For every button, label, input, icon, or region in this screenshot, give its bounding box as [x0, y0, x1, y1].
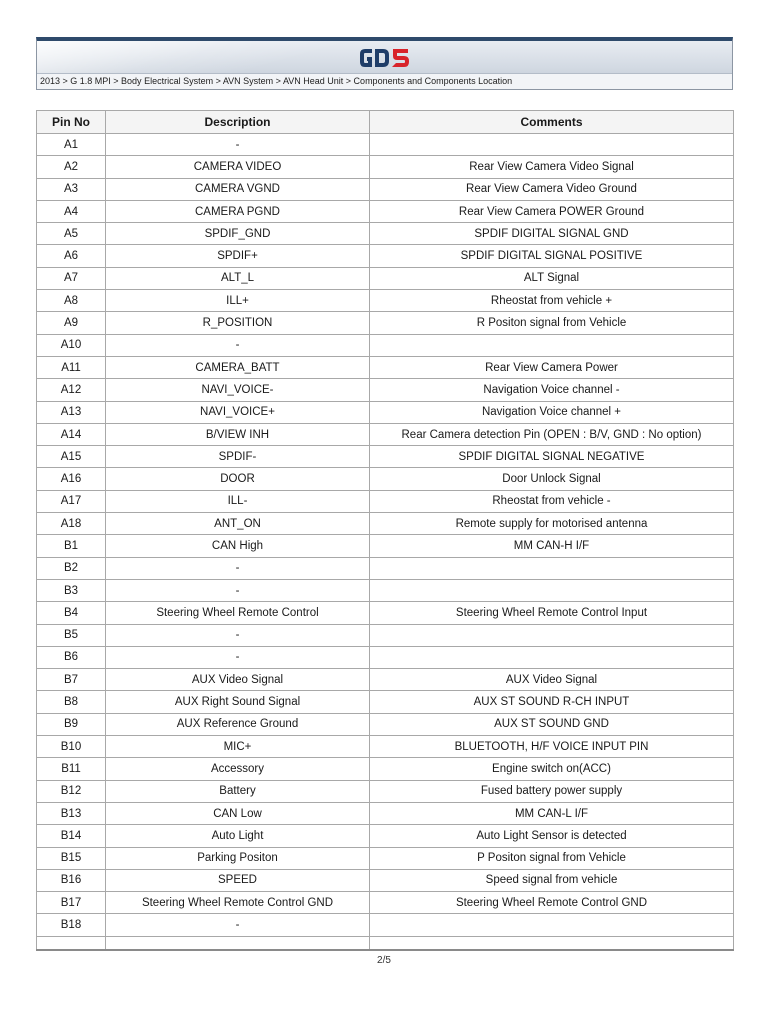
comment-cell: Auto Light Sensor is detected [370, 825, 734, 847]
pin-cell: A8 [37, 290, 106, 312]
gds-header-banner [36, 37, 733, 90]
pin-cell: B18 [37, 914, 106, 936]
table-row [37, 535, 734, 557]
table-row [37, 557, 734, 579]
table-row [37, 267, 734, 289]
pin-cell: B5 [37, 624, 106, 646]
description-cell: - [106, 624, 370, 646]
comment-cell: Rear View Camera Video Signal [370, 156, 734, 178]
table-row [37, 513, 734, 535]
description-cell: - [106, 334, 370, 356]
description-cell: AUX Video Signal [106, 669, 370, 691]
table-row [37, 825, 734, 847]
description-cell: - [106, 557, 370, 579]
description-cell: SPEED [106, 869, 370, 891]
table-row [37, 223, 734, 245]
comment-cell: AUX ST SOUND GND [370, 713, 734, 735]
description-cell: ALT_L [106, 267, 370, 289]
comment-cell: MM CAN-L I/F [370, 802, 734, 824]
comment-cell [370, 334, 734, 356]
table-row [37, 134, 734, 156]
pin-cell: B1 [37, 535, 106, 557]
empty-cell [106, 936, 370, 950]
description-cell: CAMERA_BATT [106, 356, 370, 378]
description-cell: Steering Wheel Remote Control GND [106, 892, 370, 914]
comment-cell: SPDIF DIGITAL SIGNAL GND [370, 223, 734, 245]
pin-cell: B11 [37, 758, 106, 780]
comment-cell: Steering Wheel Remote Control GND [370, 892, 734, 914]
pin-cell: B4 [37, 602, 106, 624]
pin-cell: A9 [37, 312, 106, 334]
table-row [37, 200, 734, 222]
description-cell: - [106, 134, 370, 156]
comment-cell [370, 134, 734, 156]
description-cell: SPDIF_GND [106, 223, 370, 245]
description-cell: R_POSITION [106, 312, 370, 334]
pin-cell: A16 [37, 468, 106, 490]
table-row [37, 423, 734, 445]
pin-table [36, 110, 734, 951]
comment-cell: AUX ST SOUND R-CH INPUT [370, 691, 734, 713]
description-cell: - [106, 914, 370, 936]
table-row [37, 802, 734, 824]
pin-cell: A15 [37, 446, 106, 468]
table-row [37, 156, 734, 178]
column-header-description: Description [106, 111, 370, 134]
table-row [37, 334, 734, 356]
pin-cell: B10 [37, 736, 106, 758]
table-body [37, 134, 734, 950]
description-cell: Accessory [106, 758, 370, 780]
pin-cell: A10 [37, 334, 106, 356]
description-cell: NAVI_VOICE- [106, 379, 370, 401]
description-cell: ANT_ON [106, 513, 370, 535]
comment-cell: Rear View Camera Video Ground [370, 178, 734, 200]
description-cell: AUX Right Sound Signal [106, 691, 370, 713]
pin-cell: A1 [37, 134, 106, 156]
table-row [37, 579, 734, 601]
description-cell: NAVI_VOICE+ [106, 401, 370, 423]
comment-cell [370, 914, 734, 936]
description-cell: CAMERA PGND [106, 200, 370, 222]
description-cell: ILL+ [106, 290, 370, 312]
comment-cell: R Positon signal from Vehicle [370, 312, 734, 334]
table-row [37, 713, 734, 735]
comment-cell: Remote supply for motorised antenna [370, 513, 734, 535]
table-row [37, 869, 734, 891]
comment-cell: Navigation Voice channel + [370, 401, 734, 423]
comment-cell: SPDIF DIGITAL SIGNAL NEGATIVE [370, 446, 734, 468]
pin-cell: A12 [37, 379, 106, 401]
pin-cell: B7 [37, 669, 106, 691]
table-row [37, 758, 734, 780]
table-row [37, 356, 734, 378]
pin-cell: B14 [37, 825, 106, 847]
pin-cell: A3 [37, 178, 106, 200]
table-row [37, 468, 734, 490]
header-swoosh-decoration [37, 41, 367, 76]
pin-cell: A2 [37, 156, 106, 178]
pin-cell: A7 [37, 267, 106, 289]
pin-cell: B15 [37, 847, 106, 869]
description-cell: ILL- [106, 490, 370, 512]
table-row [37, 401, 734, 423]
pin-cell: A17 [37, 490, 106, 512]
table-row [37, 245, 734, 267]
pin-cell: A11 [37, 356, 106, 378]
description-cell: CAN High [106, 535, 370, 557]
description-cell: CAMERA VGND [106, 178, 370, 200]
comment-cell: Rear View Camera Power [370, 356, 734, 378]
description-cell: DOOR [106, 468, 370, 490]
column-header-pin: Pin No [37, 111, 106, 134]
table-row-empty [37, 936, 734, 950]
pin-cell: B12 [37, 780, 106, 802]
comment-cell: Door Unlock Signal [370, 468, 734, 490]
gds-logo [358, 45, 412, 71]
table-header-row [37, 111, 734, 134]
comment-cell [370, 579, 734, 601]
column-header-comments: Comments [370, 111, 734, 134]
table-row [37, 178, 734, 200]
table-row [37, 669, 734, 691]
comment-cell: P Positon signal from Vehicle [370, 847, 734, 869]
table-row [37, 624, 734, 646]
pin-cell: B2 [37, 557, 106, 579]
pin-cell: A13 [37, 401, 106, 423]
table-row [37, 446, 734, 468]
comment-cell: SPDIF DIGITAL SIGNAL POSITIVE [370, 245, 734, 267]
pin-cell: A4 [37, 200, 106, 222]
description-cell: Battery [106, 780, 370, 802]
description-cell: AUX Reference Ground [106, 713, 370, 735]
pin-cell: B13 [37, 802, 106, 824]
table-row [37, 490, 734, 512]
table-row [37, 847, 734, 869]
comment-cell: MM CAN-H I/F [370, 535, 734, 557]
description-cell: CAMERA VIDEO [106, 156, 370, 178]
empty-cell [370, 936, 734, 950]
comment-cell [370, 557, 734, 579]
comment-cell: Rheostat from vehicle - [370, 490, 734, 512]
table-row [37, 646, 734, 668]
description-cell: CAN Low [106, 802, 370, 824]
pin-cell: B6 [37, 646, 106, 668]
comment-cell: Rear Camera detection Pin (OPEN : B/V, GND : No option) [370, 423, 734, 445]
table-row [37, 914, 734, 936]
pin-cell: A5 [37, 223, 106, 245]
empty-cell [37, 936, 106, 950]
pin-cell: A6 [37, 245, 106, 267]
table-row [37, 312, 734, 334]
description-cell: SPDIF+ [106, 245, 370, 267]
pin-cell: B17 [37, 892, 106, 914]
table-row [37, 892, 734, 914]
comment-cell: ALT Signal [370, 267, 734, 289]
pin-cell: A18 [37, 513, 106, 535]
comment-cell: AUX Video Signal [370, 669, 734, 691]
comment-cell: Rheostat from vehicle + [370, 290, 734, 312]
page-number: 2/5 [377, 955, 391, 966]
comment-cell: Engine switch on(ACC) [370, 758, 734, 780]
comment-cell: Fused battery power supply [370, 780, 734, 802]
table-row [37, 736, 734, 758]
pin-cell: B8 [37, 691, 106, 713]
description-cell: Auto Light [106, 825, 370, 847]
comment-cell: Steering Wheel Remote Control Input [370, 602, 734, 624]
table-row [37, 691, 734, 713]
pin-cell: B3 [37, 579, 106, 601]
description-cell: Steering Wheel Remote Control [106, 602, 370, 624]
description-cell: B/VIEW INH [106, 423, 370, 445]
comment-cell [370, 624, 734, 646]
description-cell: SPDIF- [106, 446, 370, 468]
table-row [37, 602, 734, 624]
comment-cell: Speed signal from vehicle [370, 869, 734, 891]
comment-cell: Rear View Camera POWER Ground [370, 200, 734, 222]
table-row [37, 379, 734, 401]
description-cell: - [106, 579, 370, 601]
comment-cell: Navigation Voice channel - [370, 379, 734, 401]
description-cell: Parking Positon [106, 847, 370, 869]
comment-cell: BLUETOOTH, H/F VOICE INPUT PIN [370, 736, 734, 758]
comment-cell [370, 646, 734, 668]
gds-logo-icon [358, 45, 412, 71]
pin-cell: A14 [37, 423, 106, 445]
pin-cell: B16 [37, 869, 106, 891]
description-cell: MIC+ [106, 736, 370, 758]
table-row [37, 290, 734, 312]
breadcrumb: 2013 > G 1.8 MPI > Body Electrical System > AVN System > AVN Head Unit > Components and Components Location [37, 73, 732, 89]
table-row [37, 780, 734, 802]
description-cell: - [106, 646, 370, 668]
pin-cell: B9 [37, 713, 106, 735]
